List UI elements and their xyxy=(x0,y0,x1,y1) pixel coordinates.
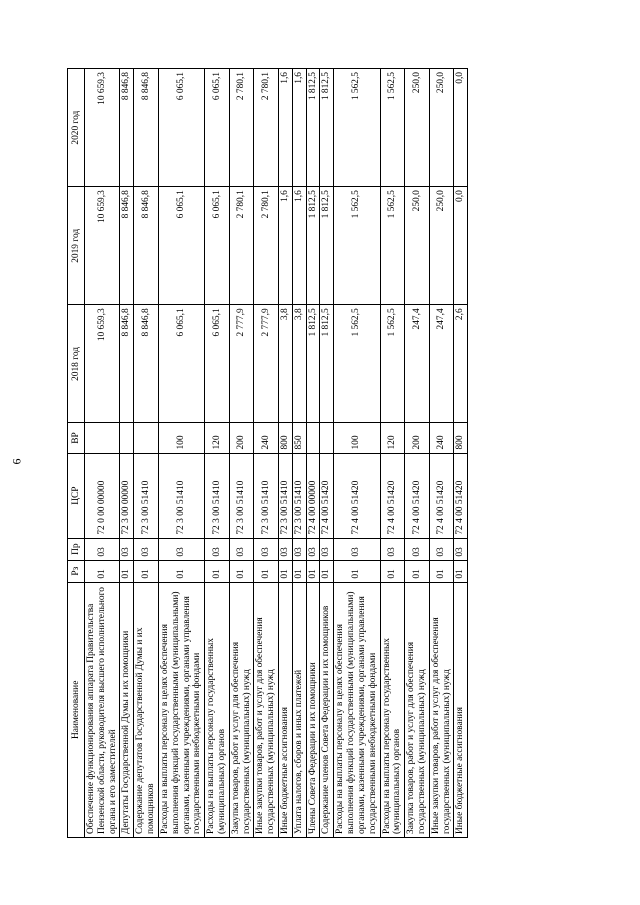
cell-csr: 72 3 00 51410 xyxy=(158,453,204,538)
cell-name: Иные закупки товаров, работ и услуг для обеспечения государственных (муниципальных) нужд xyxy=(429,582,454,837)
cell-rz: 01 xyxy=(229,560,254,582)
cell-name: Обеспечение функционирования аппарата Правительства Пензенской области, руководителя высшего исполнительного органа и его заместителей xyxy=(85,582,120,837)
cell-2019: 8 846,8 xyxy=(134,187,159,305)
cell-pr: 03 xyxy=(120,538,134,560)
table-row xyxy=(85,69,120,838)
cell-2019: 1,6 xyxy=(292,187,306,305)
cell-2018: 1 562,5 xyxy=(334,305,380,423)
table-row xyxy=(158,69,204,838)
cell-2019: 250,0 xyxy=(429,187,454,305)
cell-2019: 0,0 xyxy=(454,187,468,305)
cell-2020: 1 562,5 xyxy=(380,69,405,187)
cell-csr: 72 4 00 51420 xyxy=(320,453,334,538)
cell-csr: 72 4 00 51420 xyxy=(454,453,468,538)
cell-pr: 03 xyxy=(405,538,430,560)
cell-rz: 01 xyxy=(254,560,279,582)
table-row xyxy=(380,69,405,838)
cell-2019: 2 780,1 xyxy=(254,187,279,305)
cell-pr: 03 xyxy=(334,538,380,560)
table-body xyxy=(85,69,468,838)
cell-2019: 250,0 xyxy=(405,187,430,305)
table-row xyxy=(279,69,293,838)
cell-rz: 01 xyxy=(120,560,134,582)
cell-2020: 250,0 xyxy=(405,69,430,187)
cell-rz: 01 xyxy=(454,560,468,582)
cell-2020: 0,0 xyxy=(454,69,468,187)
cell-2020: 6 065,1 xyxy=(205,69,230,187)
cell-2019: 1,6 xyxy=(279,187,293,305)
cell-name: Закупка товаров, работ и услуг для обеспечения государственных (муниципальных) нужд xyxy=(405,582,430,837)
cell-vr: 100 xyxy=(334,423,380,453)
table-row xyxy=(306,69,320,838)
header-2020: 2020 год xyxy=(68,69,85,187)
cell-2018: 10 659,3 xyxy=(85,305,120,423)
cell-name: Содержание членов Совета Федерации и их помощников xyxy=(320,582,334,837)
cell-2020: 250,0 xyxy=(429,69,454,187)
cell-rz: 01 xyxy=(380,560,405,582)
cell-2018: 8 846,8 xyxy=(134,305,159,423)
cell-vr: 200 xyxy=(229,423,254,453)
budget-table xyxy=(67,68,468,838)
cell-rz: 01 xyxy=(292,560,306,582)
cell-pr: 03 xyxy=(205,538,230,560)
cell-vr: 120 xyxy=(205,423,230,453)
cell-csr: 72 3 00 00000 xyxy=(120,453,134,538)
cell-pr: 03 xyxy=(429,538,454,560)
header-vr: ВР xyxy=(68,423,85,453)
header-name: Наименование xyxy=(68,582,85,837)
cell-2020: 8 846,8 xyxy=(134,69,159,187)
cell-name: Члены Совета Федерации и их помощники xyxy=(306,582,320,837)
cell-2018: 1 562,5 xyxy=(380,305,405,423)
table-row xyxy=(334,69,380,838)
cell-csr: 72 4 00 00000 xyxy=(306,453,320,538)
cell-vr: 850 xyxy=(292,423,306,453)
cell-name: Расходы на выплаты персоналу государственных (муниципальных) органов xyxy=(380,582,405,837)
page-number: 6 xyxy=(9,458,24,465)
cell-csr: 72 3 00 51410 xyxy=(279,453,293,538)
cell-name: Содержание депутатов Государственной Думы и их помощников xyxy=(134,582,159,837)
cell-2018: 1 812,5 xyxy=(320,305,334,423)
cell-vr: 800 xyxy=(454,423,468,453)
cell-csr: 72 0 00 00000 xyxy=(85,453,120,538)
cell-vr: 240 xyxy=(429,423,454,453)
cell-2018: 247,4 xyxy=(405,305,430,423)
cell-name: Расходы на выплаты персоналу государственных (муниципальных) органов xyxy=(205,582,230,837)
header-csr: ЦСР xyxy=(68,453,85,538)
cell-2020: 2 780,1 xyxy=(254,69,279,187)
header-2018: 2018 год xyxy=(68,305,85,423)
cell-vr: 800 xyxy=(279,423,293,453)
cell-2019: 2 780,1 xyxy=(229,187,254,305)
cell-name: Закупка товаров, работ и услуг для обеспечения государственных (муниципальных) нужд xyxy=(229,582,254,837)
cell-vr: 120 xyxy=(380,423,405,453)
table-row xyxy=(429,69,454,838)
cell-2020: 1,6 xyxy=(292,69,306,187)
cell-rz: 01 xyxy=(205,560,230,582)
cell-name: Расходы на выплаты персоналу в целях обеспечения выполнения функций государственными (муниципальными) органами, казенными учреждениями, органами управления государственными внебюджетными фондами xyxy=(334,582,380,837)
cell-csr: 72 3 00 51410 xyxy=(254,453,279,538)
header-2019: 2019 год xyxy=(68,187,85,305)
cell-2019: 1 562,5 xyxy=(380,187,405,305)
cell-pr: 03 xyxy=(454,538,468,560)
table-header-row xyxy=(68,69,85,838)
table-row xyxy=(454,69,468,838)
cell-vr: 100 xyxy=(158,423,204,453)
table-row xyxy=(292,69,306,838)
cell-2018: 3,8 xyxy=(292,305,306,423)
cell-vr: 200 xyxy=(405,423,430,453)
table-row xyxy=(120,69,134,838)
cell-2019: 1 562,5 xyxy=(334,187,380,305)
cell-2018: 2,6 xyxy=(454,305,468,423)
table-row xyxy=(405,69,430,838)
cell-csr: 72 4 00 51420 xyxy=(380,453,405,538)
cell-rz: 01 xyxy=(134,560,159,582)
cell-name: Расходы на выплаты персоналу в целях обеспечения выполнения функций государственными (муниципальными) органами, казенными учреждениями, органами управления государственными внебюджетными фондами xyxy=(158,582,204,837)
cell-rz: 01 xyxy=(334,560,380,582)
cell-pr: 03 xyxy=(306,538,320,560)
header-pr: Пр xyxy=(68,538,85,560)
cell-2019: 1 812,5 xyxy=(320,187,334,305)
landscape-page xyxy=(67,68,552,838)
cell-rz: 01 xyxy=(158,560,204,582)
cell-2020: 1 812,5 xyxy=(306,69,320,187)
cell-vr xyxy=(134,423,159,453)
cell-2020: 6 065,1 xyxy=(158,69,204,187)
cell-csr: 72 4 00 51420 xyxy=(334,453,380,538)
cell-vr xyxy=(320,423,334,453)
cell-vr xyxy=(85,423,120,453)
cell-2018: 6 065,1 xyxy=(205,305,230,423)
cell-csr: 72 4 00 51420 xyxy=(429,453,454,538)
cell-pr: 03 xyxy=(292,538,306,560)
cell-name: Иные закупки товаров, работ и услуг для обеспечения государственных (муниципальных) нужд xyxy=(254,582,279,837)
cell-rz: 01 xyxy=(429,560,454,582)
cell-2018: 2 777,9 xyxy=(254,305,279,423)
cell-2020: 1,6 xyxy=(279,69,293,187)
cell-2020: 10 659,3 xyxy=(85,69,120,187)
cell-2018: 6 065,1 xyxy=(158,305,204,423)
cell-pr: 03 xyxy=(158,538,204,560)
cell-name: Уплата налогов, сборов и иных платежей xyxy=(292,582,306,837)
table-row xyxy=(229,69,254,838)
cell-csr: 72 3 00 51410 xyxy=(134,453,159,538)
table-row xyxy=(254,69,279,838)
table-row xyxy=(205,69,230,838)
cell-csr: 72 4 00 51420 xyxy=(405,453,430,538)
cell-2018: 247,4 xyxy=(429,305,454,423)
cell-rz: 01 xyxy=(320,560,334,582)
cell-rz: 01 xyxy=(279,560,293,582)
rotated-table-container xyxy=(67,68,552,838)
cell-2020: 8 846,8 xyxy=(120,69,134,187)
cell-2019: 10 659,3 xyxy=(85,187,120,305)
cell-2018: 2 777,9 xyxy=(229,305,254,423)
cell-pr: 03 xyxy=(254,538,279,560)
cell-pr: 03 xyxy=(229,538,254,560)
cell-pr: 03 xyxy=(380,538,405,560)
cell-csr: 72 3 00 51410 xyxy=(229,453,254,538)
cell-2020: 1 562,5 xyxy=(334,69,380,187)
cell-2018: 3,8 xyxy=(279,305,293,423)
cell-2018: 8 846,8 xyxy=(120,305,134,423)
header-rz: Рз xyxy=(68,560,85,582)
cell-2018: 1 812,5 xyxy=(306,305,320,423)
cell-rz: 01 xyxy=(306,560,320,582)
table-row xyxy=(134,69,159,838)
cell-pr: 03 xyxy=(85,538,120,560)
cell-vr: 240 xyxy=(254,423,279,453)
cell-2019: 6 065,1 xyxy=(158,187,204,305)
cell-vr xyxy=(306,423,320,453)
cell-rz: 01 xyxy=(405,560,430,582)
cell-vr xyxy=(120,423,134,453)
cell-2019: 6 065,1 xyxy=(205,187,230,305)
cell-2020: 1 812,5 xyxy=(320,69,334,187)
cell-name: Иные бюджетные ассигнования xyxy=(454,582,468,837)
cell-2019: 8 846,8 xyxy=(120,187,134,305)
cell-pr: 03 xyxy=(279,538,293,560)
cell-2019: 1 812,5 xyxy=(306,187,320,305)
cell-pr: 03 xyxy=(134,538,159,560)
cell-csr: 72 3 00 51410 xyxy=(205,453,230,538)
cell-name: Иные бюджетные ассигнования xyxy=(279,582,293,837)
cell-name: Депутаты Государственной Думы и их помощники xyxy=(120,582,134,837)
cell-rz: 01 xyxy=(85,560,120,582)
cell-csr: 72 3 00 51410 xyxy=(292,453,306,538)
cell-pr: 03 xyxy=(320,538,334,560)
cell-2020: 2 780,1 xyxy=(229,69,254,187)
table-row xyxy=(320,69,334,838)
